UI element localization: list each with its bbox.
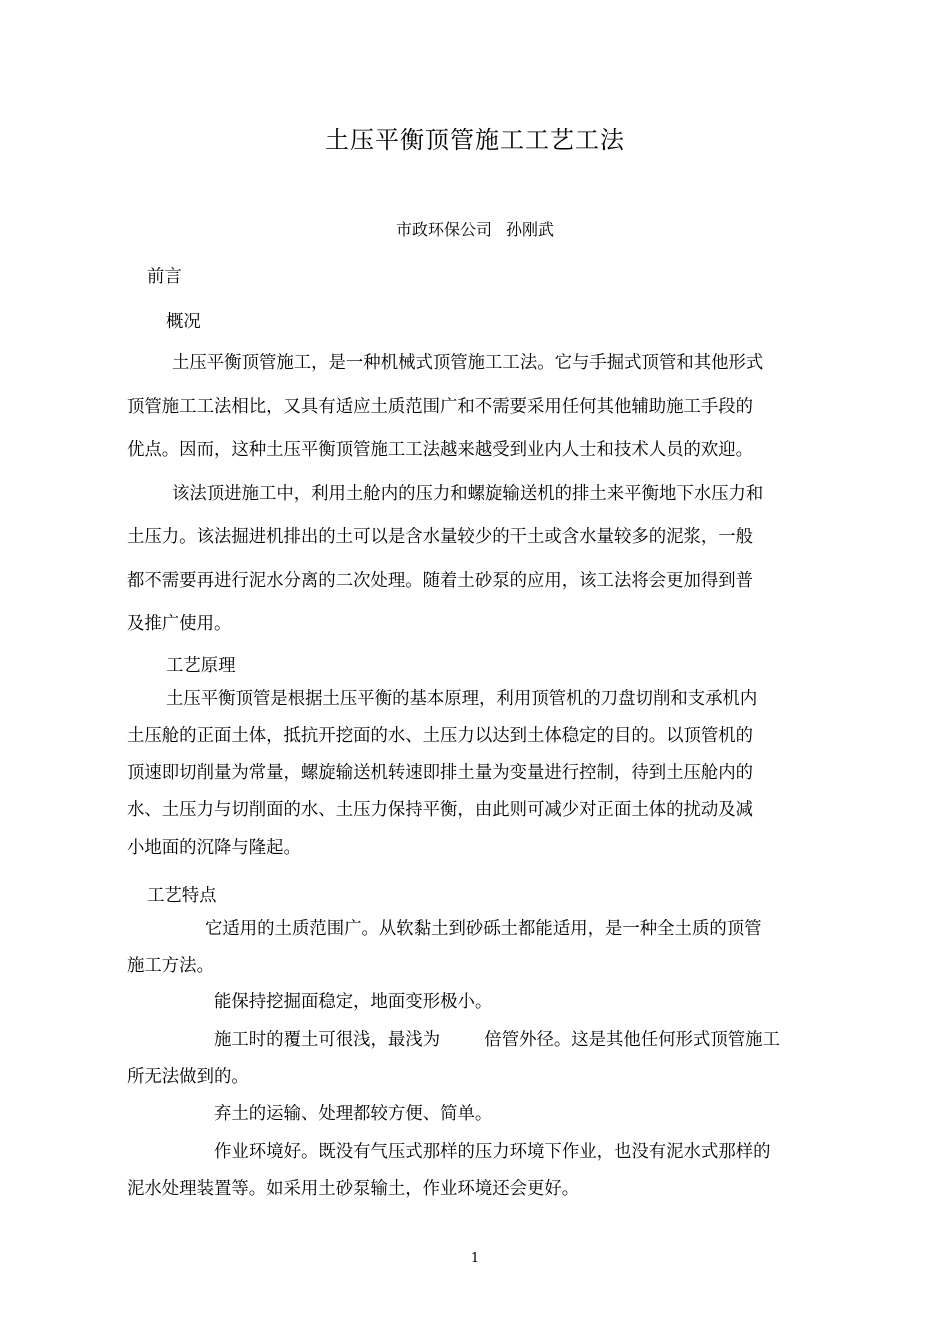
section-heading-preface: 前言 xyxy=(147,267,182,287)
author-name: 孙刚武 xyxy=(506,220,555,239)
document-title: 土压平衡顶管施工工艺工法 xyxy=(325,126,625,154)
feature-item-line: 泥水处理装置等。如采用土砂泵输土，作业环境还会更好。 xyxy=(127,1179,580,1199)
feature-item-line: 它适用的土质范围广。从软黏土到砂砾土都能适用，是一种全土质的顶管 xyxy=(205,919,762,939)
author-organization: 市政环保公司 xyxy=(395,220,492,239)
overview-p2-line: 该法顶进施工中，利用土舱内的压力和螺旋输送机的排土来平衡地下水压力和 xyxy=(172,484,764,504)
overview-p1-line: 优点。因而，这种土压平衡顶管施工工法越来越受到业内人士和技术人员的欢迎。 xyxy=(127,440,754,460)
overview-p2-line: 及推广使用。 xyxy=(127,614,232,634)
section-heading-principle: 工艺原理 xyxy=(166,656,236,676)
overview-p1-line: 顶管施工工法相比，又具有适应土质范围广和不需要采用任何其他辅助施工手段的 xyxy=(127,397,754,417)
overview-p2-line: 土压力。该法掘进机排出的土可以是含水量较少的干土或含水量较多的泥浆，一般 xyxy=(127,527,754,547)
principle-line: 土压舱的正面土体，抵抗开挖面的水、土压力以达到土体稳定的目的。以顶管机的 xyxy=(127,726,754,746)
author-line xyxy=(0,217,950,240)
feature-item-line: 施工方法。 xyxy=(127,956,214,976)
feature-item-line: 作业环境好。既没有气压式那样的压力环境下作业，也没有泥水式那样的 xyxy=(214,1142,771,1162)
feature-item-line: 弃土的运输、处理都较方便、简单。 xyxy=(214,1104,493,1124)
principle-line: 水、土压力与切削面的水、土压力保持平衡，由此则可减少对正面土体的扰动及减 xyxy=(127,800,754,820)
overview-p1-line: 土压平衡顶管施工，是一种机械式顶管施工工法。它与手掘式顶管和其他形式 xyxy=(172,353,764,373)
principle-line: 顶速即切削量为常量，螺旋输送机转速即排土量为变量进行控制，待到土压舱内的 xyxy=(127,763,754,783)
feature-item-line: 能保持挖掘面稳定，地面变形极小。 xyxy=(214,992,493,1012)
feature-item-line: 施工时的覆土可很浅，最浅为 倍管外径。这是其他任何形式顶管施工 xyxy=(214,1030,780,1050)
section-heading-overview: 概况 xyxy=(166,312,201,332)
page-number: 1 xyxy=(470,1251,480,1266)
feature-item-line: 所无法做到的。 xyxy=(127,1067,249,1087)
principle-line: 小地面的沉降与隆起。 xyxy=(127,838,301,858)
section-heading-features: 工艺特点 xyxy=(147,886,217,906)
principle-line: 土压平衡顶管是根据土压平衡的基本原理，利用顶管机的刀盘切削和支承机内 xyxy=(166,689,758,709)
overview-p2-line: 都不需要再进行泥水分离的二次处理。随着土砂泵的应用，该工法将会更加得到普 xyxy=(127,571,754,591)
